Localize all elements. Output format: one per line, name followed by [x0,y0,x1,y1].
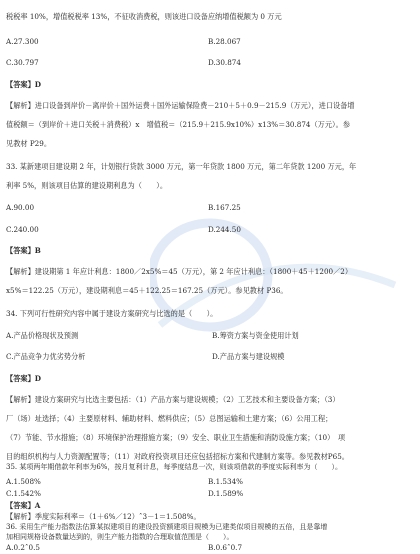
q34-analysis-line-1: 【解析】建设方案研究与比选主要包括：（1）产品方案与建设规模；（2）工艺技术和主要设备方案；（3） [6,395,340,404]
q36-option-b: B.0.6ˆ0.7 [208,543,243,552]
q34-option-d: D.产品方案与建设规模 [212,352,285,361]
q34-option-c: C.产品竞争力优劣势分析 [6,352,86,361]
q32-answer: 【答案】D [6,80,41,89]
q34-analysis-line-3: （7）节能、节水措施；（8）环境保护治理措施方案；（9）安全、职业卫生措施和消防设施方案；（10） 项 [6,433,346,442]
q36-stem-line-1: 36. 采用生产能力指数法估算某拟建项目的建设投资额建项目规模为已建类似项目规模的五倍，且是靠增 [6,523,328,531]
q34-option-a: A.产品价格现状及预测 [6,331,79,340]
q35-analysis: 【解析】季度实际利率＝（1＋6%／12）ˆ3－1＝1.508%。 [6,512,201,521]
q34-option-b: B.筹资方案与资金使用计划 [212,331,299,340]
q32-option-a: A.27.300 [6,37,39,46]
q32-analysis-line-3: 见教材 P29。 [6,139,52,148]
q35-stem: 35. 某项两年期借款年利率为6%，按月复利计息，每季度结息一次，则该项借款的季度实际利率为（ ）。 [6,463,342,471]
q33-option-a: A.90.00 [6,203,35,212]
q35-option-a: A.1.508% [6,477,41,486]
q36-option-a: A.0.2ˆ0.5 [6,543,40,552]
q33-stem-line-1: 33. 某新建项目建设期 2 年，计划银行贷款 3000 万元，第一年贷款 1800 万元，第二年贷款 1200 万元，年 [6,162,357,171]
q32-analysis-line-2: 值税额＝（到岸价＋进口关税＋消费税）x 增值税＝（215.9＋215.9x10%）x13%＝30.874（万元）。参 [6,120,351,129]
q34-analysis-line-4: 目的组织机构与人力资源配置等；（11）对政府投资项目还应包括招标方案和代建制方案等。参见教材P65。 [6,452,349,461]
q32-analysis-line-1: 【解析】进口设备到岸价－离岸价＋国外运费＋国外运输保险费－210＋5＋0.9－215.9（万元），进口设备增 [6,101,355,110]
q33-option-b: B.167.25 [208,203,241,212]
q33-option-c: C.240.00 [6,225,39,234]
q35-option-b: B.1.534% [208,477,243,486]
q33-answer: 【答案】B [6,246,41,255]
q32-option-b: B.28.067 [208,37,241,46]
q32-option-c: C.30.797 [6,58,39,67]
q32-stem: 税税率 10%，增值税税率 13%，不征收消费税，则该进口设备应纳增值税额为 0 万元 [6,12,282,21]
q35-answer: 【答案】A [6,501,41,510]
q34-stem: 34. 下列可行性研究内容中属于建设方案研究与比选的是（ ）。 [6,309,218,318]
q33-analysis-line-2: x5%＝122.25（万元），建设期利息＝45＋122.25＝167.25（万元）。参见教材 P36。 [6,286,288,295]
q33-analysis-line-1: 【解析】建设期第 1 年应计利息：1800／2x5%＝45（万元），第 2 年应计利息：（1800＋45＋1200／2） [6,267,353,276]
q34-answer: 【答案】D [6,374,41,383]
q34-analysis-line-2: 厂（场）址选择；（4）主要原材料、辅助材料、燃料供应；（5）总图运输和土建方案；（6）公用工程； [6,414,333,423]
q36-stem-line-2: 加相同规格设备数量达到的，则生产能力指数的合理取值范围是（ ）。 [6,533,234,541]
q32-option-d: D.30.874 [208,58,241,67]
q33-stem-line-2: 利率 5%，则该项目估算的建设期利息为（ ）。 [6,181,168,190]
q35-option-d: D.1.589% [208,489,244,498]
q35-option-c: C.1.542% [6,489,41,498]
q33-option-d: D.244.50 [208,225,241,234]
